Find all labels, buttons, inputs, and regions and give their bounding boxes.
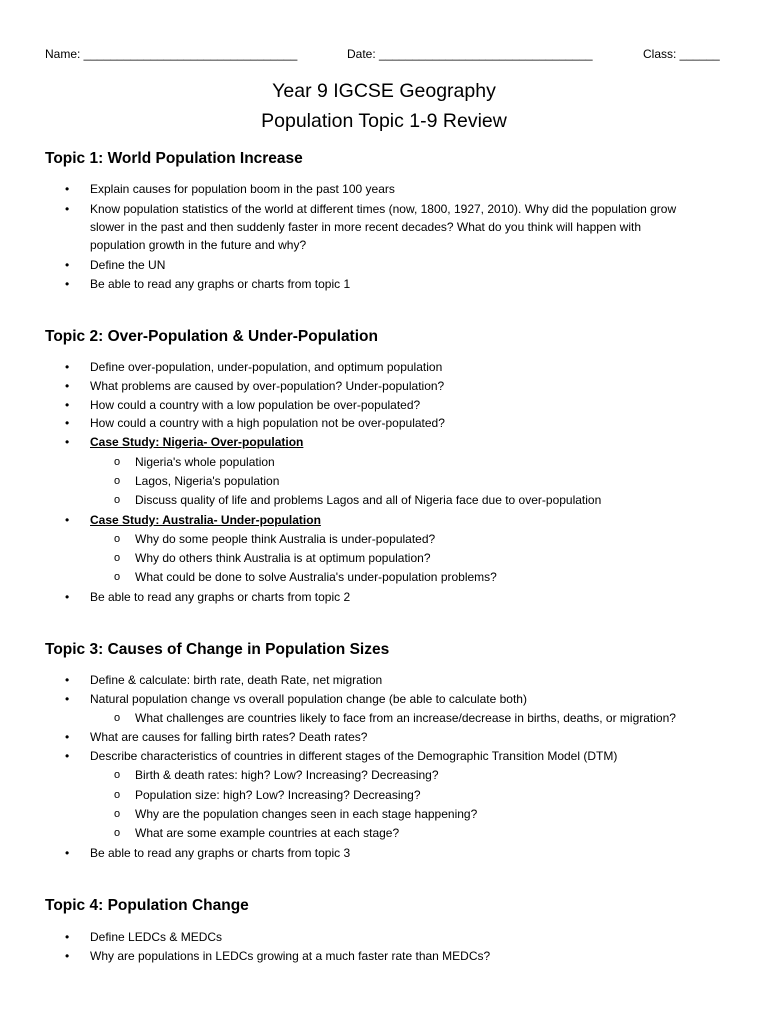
bullet-marker: • — [65, 846, 70, 860]
sub-list-item: Birth & death rates: high? Low? Increasing? Decreasing? — [135, 768, 439, 782]
sub-list-item: Why do some people think Australia is under-populated? — [135, 532, 436, 546]
sub-bullet-marker: o — [114, 789, 121, 801]
list-item: Know population statistics of the world at different times (now, 1800, 1927, 2010). Why did the population grow — [90, 202, 677, 216]
list-item: Describe characteristics of countries in different stages of the Demographic Transition Model (DTM) — [90, 749, 618, 763]
document-title: Year 9 IGCSE Geography — [272, 80, 496, 102]
bullet-marker: • — [65, 513, 70, 527]
topic-2-heading: Topic 2: Over-Population & Under-Population — [45, 328, 378, 345]
list-item: Be able to read any graphs or charts from topic 2 — [90, 590, 351, 604]
bullet-marker: • — [65, 416, 70, 430]
bullet-marker: • — [65, 435, 70, 449]
list-item: Define & calculate: birth rate, death Rate, net migration — [90, 673, 383, 687]
bullet-marker: • — [65, 202, 70, 216]
list-item: Define LEDCs & MEDCs — [90, 930, 223, 944]
list-item: Define over-population, under-population, and optimum population — [90, 360, 443, 374]
list-item: Natural population change vs overall population change (be able to calculate both) — [90, 692, 527, 706]
bullet-marker: • — [65, 730, 70, 744]
list-item: Explain causes for population boom in the past 100 years — [90, 182, 395, 196]
bullet-marker: • — [65, 949, 70, 963]
list-item: How could a country with a high population not be over-populated? — [90, 416, 445, 430]
sub-list-item: Why are the population changes seen in each stage happening? — [135, 807, 478, 821]
sub-bullet-marker: o — [114, 571, 121, 583]
header-row — [0, 47, 768, 63]
sub-bullet-marker: o — [114, 456, 121, 468]
list-item: How could a country with a low population be over-populated? — [90, 398, 421, 412]
bullet-marker: • — [65, 692, 70, 706]
case-study-nigeria: Case Study: Nigeria- Over-population — [90, 435, 304, 449]
topic-3-heading: Topic 3: Causes of Change in Population Sizes — [45, 641, 390, 658]
bullet-marker: • — [65, 749, 70, 763]
list-item: Define the UN — [90, 258, 166, 272]
name-field: Name: ________________________________ — [45, 47, 298, 61]
sub-list-item: Nigeria's whole population — [135, 455, 275, 469]
sub-bullet-marker: o — [114, 769, 121, 781]
sub-list-item: Why do others think Australia is at optimum population? — [135, 551, 431, 565]
sub-bullet-marker: o — [114, 552, 121, 564]
sub-bullet-marker: o — [114, 494, 121, 506]
sub-bullet-marker: o — [114, 808, 121, 820]
bullet-marker: • — [65, 673, 70, 687]
sub-list-item: What are some example countries at each stage? — [135, 826, 400, 840]
list-item-continuation: slower in the past and then suddenly faster in more recent decades? What do you think will happen with — [90, 220, 641, 234]
topic-4-heading: Topic 4: Population Change — [45, 897, 249, 914]
bullet-marker: • — [65, 590, 70, 604]
list-item: What are causes for falling birth rates? Death rates? — [90, 730, 368, 744]
document-subtitle: Population Topic 1-9 Review — [261, 110, 507, 132]
sub-list-item: Lagos, Nigeria's population — [135, 474, 280, 488]
class-field: Class: ______ — [643, 47, 720, 61]
date-field: Date: ________________________________ — [347, 47, 593, 61]
list-item: Be able to read any graphs or charts from topic 3 — [90, 846, 351, 860]
list-item: Why are populations in LEDCs growing at a much faster rate than MEDCs? — [90, 949, 491, 963]
bullet-marker: • — [65, 258, 70, 272]
sub-bullet-marker: o — [114, 712, 121, 724]
case-study-australia: Case Study: Australia- Under-population — [90, 513, 321, 527]
sub-list-item: What challenges are countries likely to face from an increase/decrease in births, deaths, or migration? — [135, 711, 676, 725]
sub-bullet-marker: o — [114, 475, 121, 487]
list-item-continuation: population growth in the future and why? — [90, 238, 307, 252]
bullet-marker: • — [65, 360, 70, 374]
sub-list-item: Discuss quality of life and problems Lagos and all of Nigeria face due to over-population — [135, 493, 602, 507]
bullet-marker: • — [65, 930, 70, 944]
list-item: What problems are caused by over-population? Under-population? — [90, 379, 445, 393]
bullet-marker: • — [65, 277, 70, 291]
sub-bullet-marker: o — [114, 827, 121, 839]
sub-list-item: What could be done to solve Australia's under-population problems? — [135, 570, 497, 584]
list-item: Be able to read any graphs or charts from topic 1 — [90, 277, 351, 291]
sub-bullet-marker: o — [114, 533, 121, 545]
sub-list-item: Population size: high? Low? Increasing? Decreasing? — [135, 788, 421, 802]
bullet-marker: • — [65, 398, 70, 412]
bullet-marker: • — [65, 182, 70, 196]
bullet-marker: • — [65, 379, 70, 393]
topic-1-heading: Topic 1: World Population Increase — [45, 150, 303, 167]
